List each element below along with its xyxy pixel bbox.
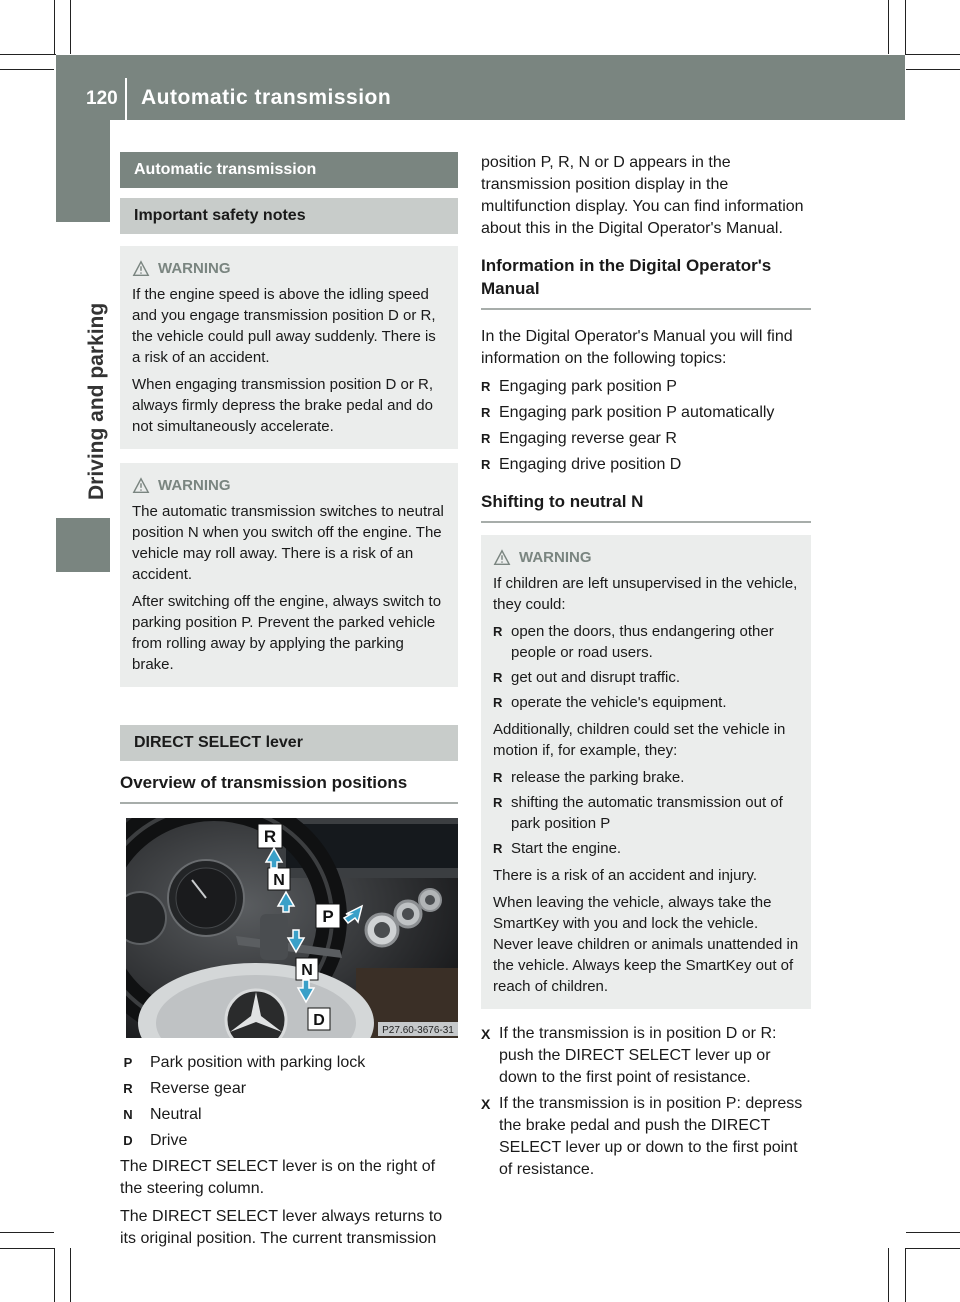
warning-header	[132, 475, 448, 497]
gear-key-icon: D	[123, 1133, 133, 1148]
list-item: R get out and disrupt traffic.	[493, 667, 801, 688]
gear-item	[120, 1104, 458, 1126]
overview-heading: Overview of transmission positions	[120, 771, 458, 804]
warning-header	[132, 258, 448, 280]
header-divider	[125, 78, 127, 120]
instruction-step: X If the transmission is in position P: depress the brake pedal and push the DIRECT SELECT lever up or down to the first point of resistance.	[481, 1093, 811, 1181]
left-column	[120, 152, 458, 1256]
body-text: In the Digital Operator's Manual you will find information on the following topics:	[481, 328, 793, 367]
dom-heading: Information in the Digital Operator's Manual	[481, 254, 811, 310]
warning-triangle-icon	[493, 549, 511, 567]
warning-list	[493, 621, 801, 713]
list-item: R Start the engine.	[493, 838, 801, 859]
photo-label-n: N	[301, 962, 313, 979]
warning-box	[120, 246, 458, 449]
warning-header	[493, 547, 801, 569]
warning-triangle-icon	[132, 260, 150, 278]
warning-list	[493, 767, 801, 859]
header-title: Automatic transmission	[141, 86, 392, 109]
gear-description: Drive	[150, 1132, 188, 1149]
crop-mark	[0, 1232, 54, 1233]
gear-description: Reverse gear	[150, 1080, 247, 1097]
warning-text: If children are left unsupervised in the vehicle, they could:	[493, 575, 798, 613]
side-tab-label: Driving and parking	[85, 302, 108, 500]
warning-label: WARNING	[519, 549, 592, 566]
section-title: Automatic transmission	[120, 152, 458, 188]
warning-box	[481, 535, 811, 1009]
lever-title: DIRECT SELECT lever	[120, 725, 458, 761]
warning-text: The automatic transmission switches to neutral position N when you switch off the engine. The vehicle may roll away. There is a risk of an accident.	[132, 503, 444, 583]
warning-label: WARNING	[158, 260, 231, 277]
gear-key-icon: P	[123, 1055, 133, 1070]
list-item: R Engaging reverse gear R	[481, 428, 811, 450]
gear-description: Neutral	[150, 1106, 202, 1123]
list-item: R open the doors, thus endangering other people or road users.	[493, 621, 801, 663]
crop-mark	[70, 0, 71, 54]
list-item: R Engaging park position P automatically	[481, 402, 811, 424]
crop-mark	[905, 0, 906, 54]
crop-mark	[906, 1248, 960, 1249]
warning-triangle-icon	[132, 477, 150, 495]
crop-mark	[906, 69, 960, 70]
list-item: R Engaging park position P	[481, 376, 811, 398]
warning-text: There is a risk of an accident and injury.	[493, 867, 758, 884]
crop-mark	[906, 1232, 960, 1233]
crop-mark	[54, 0, 55, 54]
warning-text: When engaging transmission position D or R, always firmly depress the brake pedal and do not simultaneously accelerate.	[132, 376, 433, 435]
warning-text: When leaving the vehicle, always take the SmartKey with you and lock the vehicle. Never leave children or animals unattended in the vehicle. Always keep the SmartKey out of reach of children.	[493, 894, 799, 995]
crop-mark	[888, 1248, 889, 1302]
photo-label-p: P	[322, 907, 334, 926]
gear-item	[120, 1078, 458, 1100]
gear-key-icon: R	[123, 1081, 133, 1096]
crop-mark	[0, 1248, 54, 1249]
crop-mark	[70, 1248, 71, 1302]
lever-photo-illustration	[126, 818, 458, 1038]
gear-description: Park position with parking lock	[150, 1054, 366, 1071]
side-tab-marker	[56, 518, 110, 572]
crop-mark	[0, 69, 54, 70]
list-item: R Engaging drive position D	[481, 454, 811, 476]
page-number: 120	[86, 88, 118, 109]
crop-mark	[54, 1248, 55, 1302]
topic-list	[481, 376, 811, 476]
body-text: The DIRECT SELECT lever always returns to its original position. The current transmission	[120, 1208, 443, 1247]
list-item: R release the parking brake.	[493, 767, 801, 788]
crop-mark	[0, 54, 56, 55]
photo-caption-code: P27.60-3676-31	[382, 1025, 454, 1036]
photo-label-d: D	[313, 1012, 325, 1029]
body-text: The DIRECT SELECT lever is on the right of the steering column.	[120, 1158, 436, 1197]
warning-text: After switching off the engine, always switch to parking position P. Prevent the parked vehicle from rolling away by applying the parking brake.	[132, 593, 442, 673]
warning-label: WARNING	[158, 477, 231, 494]
crop-mark	[888, 0, 889, 54]
right-column	[481, 152, 811, 1185]
lever-photo	[126, 818, 458, 1038]
gear-item	[120, 1130, 458, 1152]
instruction-step: X If the transmission is in position D or R: push the DIRECT SELECT lever up or down to the first point of resistance.	[481, 1023, 811, 1089]
warning-box	[120, 463, 458, 687]
list-item: R operate the vehicle's equipment.	[493, 692, 801, 713]
warning-text: Additionally, children could set the vehicle in motion if, for example, they:	[493, 721, 786, 759]
body-text: position P, R, N or D appears in the transmission position display in the multifunction display. You can find information about this in the Digital Operator's Manual.	[481, 154, 804, 237]
neutral-heading: Shifting to neutral N	[481, 490, 811, 523]
gear-item	[120, 1052, 458, 1074]
warning-text: If the engine speed is above the idling speed and you engage transmission position D or R, the vehicle could pull away suddenly. There is a risk of an accident.	[132, 286, 436, 366]
list-item: R shifting the automatic transmission out of park position P	[493, 792, 801, 834]
gear-key-icon: N	[123, 1107, 133, 1122]
photo-label-n: N	[273, 872, 285, 889]
crop-mark	[905, 1248, 906, 1302]
crop-mark	[905, 54, 960, 55]
photo-label-r: R	[263, 827, 277, 846]
safety-notes-title: Important safety notes	[120, 198, 458, 234]
